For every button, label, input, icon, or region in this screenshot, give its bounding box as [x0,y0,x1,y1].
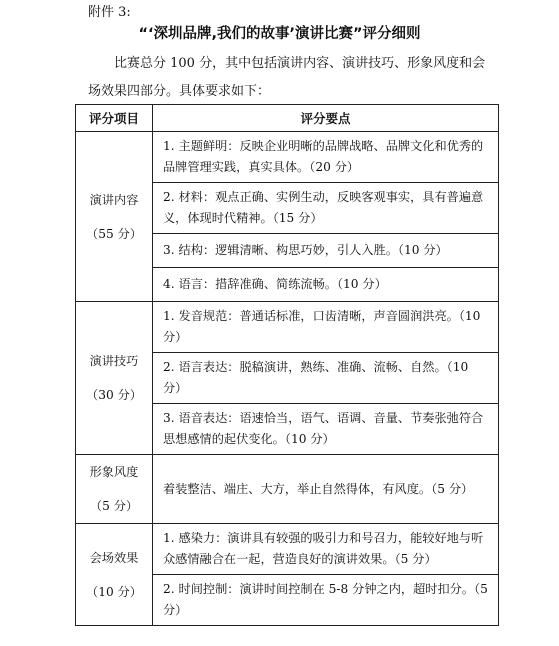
table-row [76,132,499,183]
criteria-item: 着装整洁、端庄、大方，举止自然得体，有风度。（5 分） [153,455,499,524]
category-name: 演讲技巧 [89,354,139,368]
category-name: 形象风度 [89,465,139,479]
table-row [76,302,499,353]
category-score: （55 分） [86,226,142,241]
table-header-row [76,105,499,132]
criteria-item: 3. 结构：逻辑清晰、构思巧妙，引人入胜。（10 分） [153,234,499,268]
category-cell [76,455,153,524]
scoring-table [75,104,499,626]
criteria-item: 3. 语音表达：语速恰当，语气、语调、音量、节奏张弛符合思想感情的起伏变化。（10 分） [153,404,499,455]
table-row [76,455,499,524]
document-title: “‘深圳品牌,我们的故事’演讲比赛”评分细则 [138,26,421,42]
header-category: 评分项目 [76,105,153,132]
category-name: 演讲内容 [89,192,139,207]
criteria-item: 4. 语言：措辞准确、简练流畅。（10 分） [153,268,499,302]
criteria-item: 2. 语言表达：脱稿演讲，熟练、准确、流畅、自然。（10 分） [153,353,499,404]
criteria-item: 2. 时间控制：演讲时间控制在 5-8 分钟之内，超时扣分。（5 分） [153,575,499,626]
category-name: 会场效果 [89,550,139,565]
table-row [76,524,499,575]
intro-paragraph: 比赛总分 100 分，其中包括演讲内容、演讲技巧、形象风度和会场效果四部分。具体要求如下： [88,56,486,99]
category-score: （30 分） [86,388,142,402]
category-score: （10 分） [86,584,142,599]
criteria-item: 1. 主题鲜明：反映企业明晰的品牌战略、品牌文化和优秀的品牌管理实践，真实具体。（20 分） [153,132,499,183]
attachment-label: 附件 3: [88,5,131,20]
header-criteria: 评分要点 [153,105,499,132]
category-cell [76,524,153,626]
criteria-item: 1. 发音规范：普通话标准，口齿清晰，声音圆润洪亮。（10 分） [153,302,499,353]
criteria-item: 1. 感染力：演讲具有较强的吸引力和号召力，能较好地与听众感情融合在一起，营造良好的演讲效果。（5 分） [153,524,499,575]
category-cell [76,132,153,302]
criteria-item: 2. 材料：观点正确、实例生动，反映客观事实，具有普遍意义，体现时代精神。（15 分） [153,183,499,234]
category-cell [76,302,153,455]
category-score: （5 分） [89,499,139,513]
